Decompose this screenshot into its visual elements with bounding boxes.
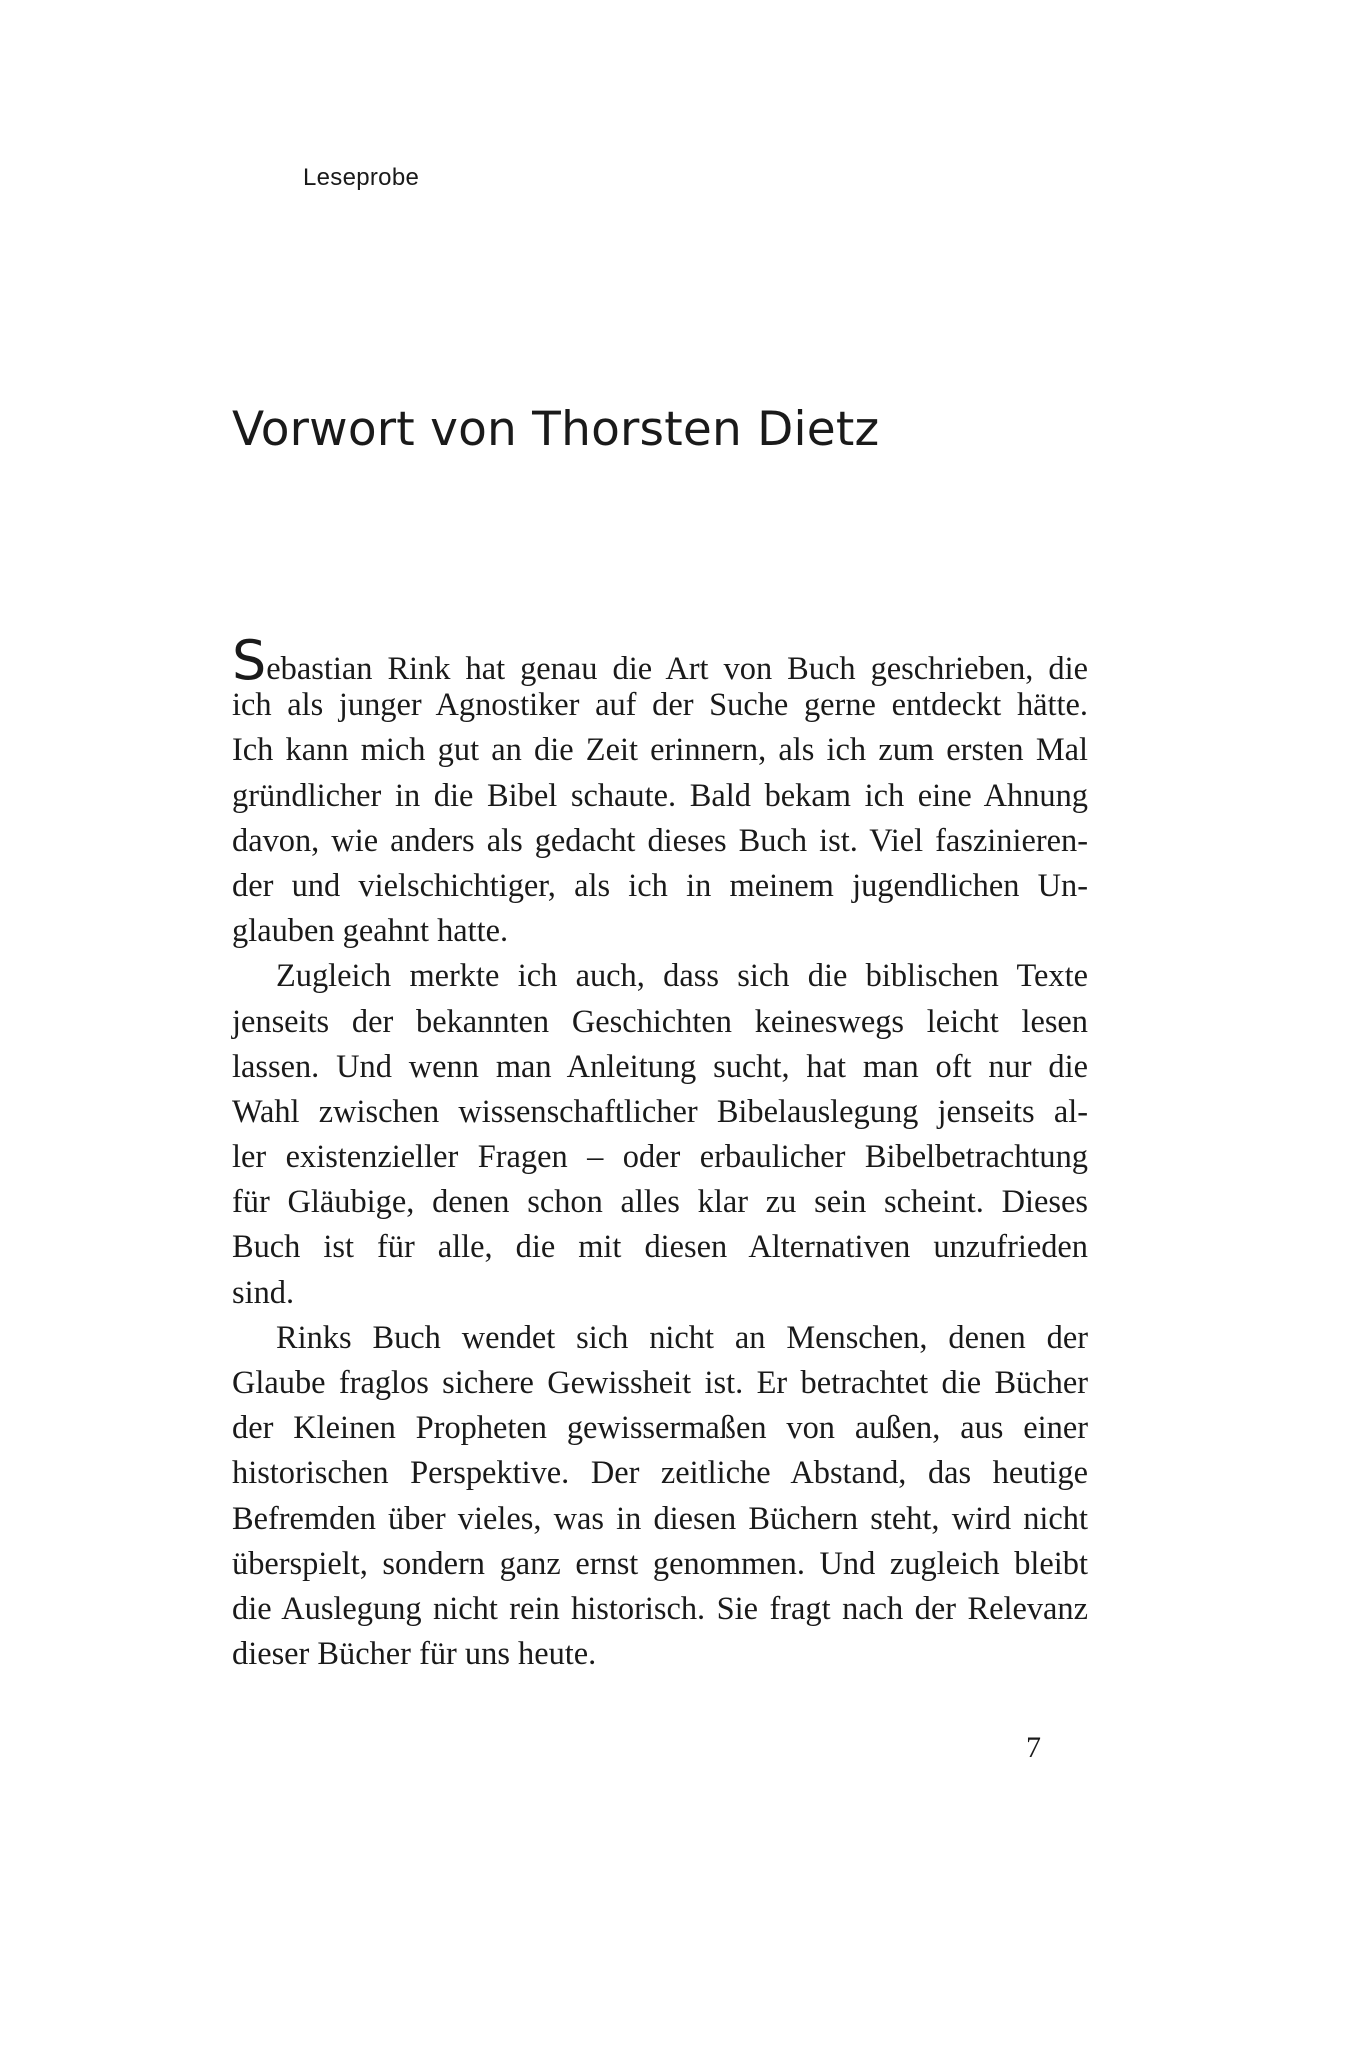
text-line: überspielt, sondern ganz ernst genommen. Und zugleich bleibt	[232, 1545, 1088, 1582]
text-line: ler existenzieller Fragen – oder erbaulicher Bibelbetrachtung	[232, 1139, 1088, 1176]
text-line: lassen. Und wenn man Anleitung sucht, hat man oft nur die	[232, 1048, 1088, 1085]
text-line: Buch ist für alle, die mit diesen Alternativen unzufrieden	[232, 1229, 1088, 1266]
text-line: gründlicher in die Bibel schaute. Bald bekam ich eine Ahnung	[232, 777, 1088, 814]
text-line: Befremden über vieles, was in diesen Büchern steht, wird nicht	[232, 1500, 1088, 1537]
paragraph-2	[232, 954, 1088, 1316]
text-line: sind.	[232, 1274, 295, 1311]
paragraph-1	[232, 629, 1088, 954]
drop-cap: S	[232, 629, 267, 692]
text-line: Rinks Buch wendet sich nicht an Menschen, denen der	[276, 1319, 1088, 1356]
text-line: die Auslegung nicht rein historisch. Sie fragt nach der Relevanz	[232, 1590, 1088, 1627]
chapter-title: Vorwort von Thorsten Dietz	[232, 402, 880, 457]
text-line: der und vielschichtiger, als ich in meinem jugendlichen Un-	[232, 867, 1088, 904]
page-number: 7	[1026, 1731, 1041, 1764]
text-line: ich als junger Agnostiker auf der Suche gerne entdeckt hätte.	[232, 687, 1088, 724]
paragraph-3	[232, 1316, 1088, 1678]
body-text	[232, 629, 1088, 1677]
text-line: jenseits der bekannten Geschichten keineswegs leicht lesen	[232, 1003, 1088, 1040]
text-line: Zugleich merkte ich auch, dass sich die biblischen Texte	[276, 958, 1088, 995]
running-head: Leseprobe	[303, 164, 420, 191]
text-line: dieser Bücher für uns heute.	[232, 1636, 597, 1673]
text-line: Sebastian Rink hat genau die Art von Buch geschrieben, die	[232, 629, 1088, 692]
text-line: der Kleinen Propheten gewissermaßen von außen, aus einer	[232, 1410, 1088, 1447]
text-line: glauben geahnt hatte.	[232, 913, 509, 950]
text-line: Ich kann mich gut an die Zeit erinnern, als ich zum ersten Mal	[232, 732, 1088, 769]
text-line: davon, wie anders als gedacht dieses Buch ist. Viel faszinieren-	[232, 822, 1088, 859]
text-line: für Gläubige, denen schon alles klar zu sein scheint. Dieses	[232, 1184, 1088, 1221]
text-line: Glaube fraglos sichere Gewissheit ist. Er betrachtet die Bücher	[232, 1365, 1088, 1401]
text-line: historischen Perspektive. Der zeitliche Abstand, das heutige	[232, 1455, 1088, 1492]
text-line: Wahl zwischen wissenschaftlicher Bibelauslegung jenseits al-	[232, 1093, 1088, 1130]
